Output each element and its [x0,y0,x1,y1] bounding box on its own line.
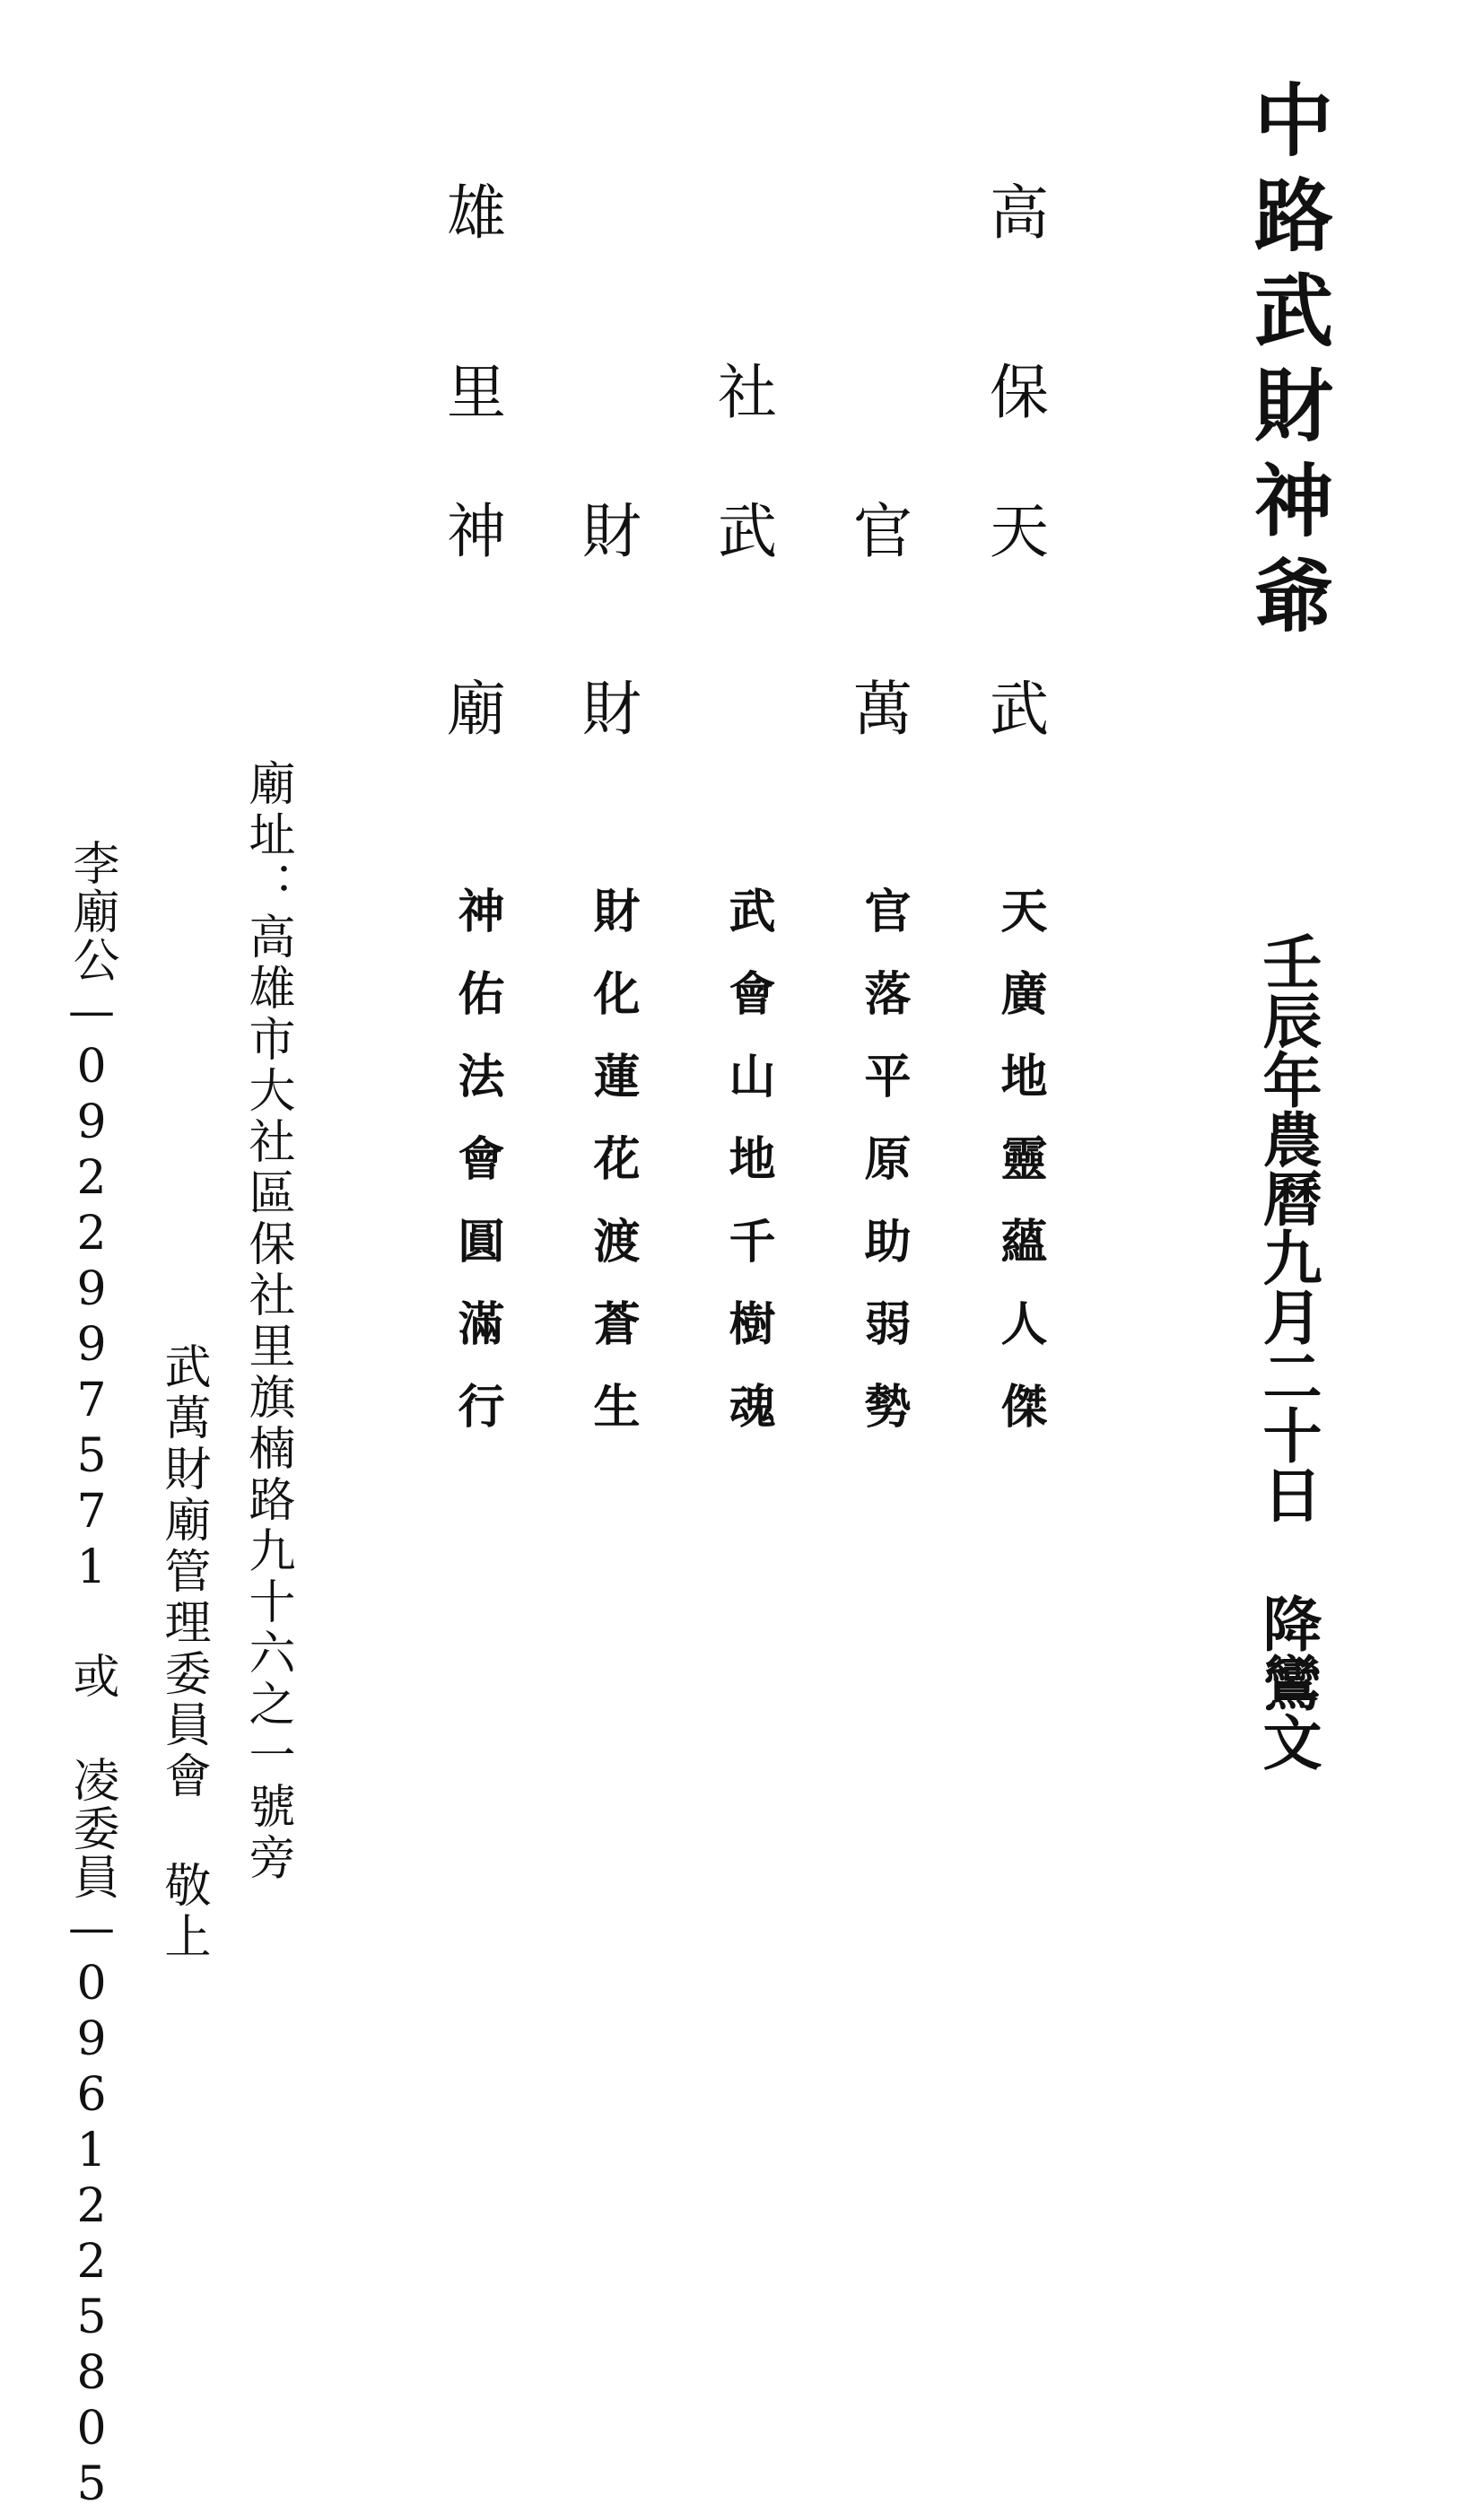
upper-char: 官 [853,497,912,566]
poem-line: 武會山地千樹魂 [720,886,775,1464]
poem-line: 神佑法會圓滿行 [450,886,504,1464]
upper-char: 神 [447,497,506,566]
upper-char: 天 [990,497,1049,566]
upper-char: 萬 [853,675,912,744]
date-line: 壬辰年農曆九月二十日 降鸞文 [1253,931,1323,1771]
upper-char: 社 [718,358,777,427]
upper-char: 高 [990,179,1049,248]
upper-char: 里 [447,358,506,427]
upper-char: 保 [990,358,1049,427]
upper-char: 雄 [447,179,506,248]
upper-char: 財 [582,675,642,744]
contact-info: 李廟公—0922997571 或 凌委員—0961225805 [65,839,118,2513]
page-title: 中路武財神爺 [1242,79,1335,650]
upper-char: 財 [582,497,642,566]
poem-line: 官落平原助弱勢 [856,886,911,1464]
upper-char: 武 [718,497,777,566]
upper-char: 廟 [447,675,506,744]
temple-address: 廟址：高雄市大社區保社里旗楠路九十六之一號旁 [240,759,294,1884]
poem-line: 天廣地靈蘊人傑 [992,886,1047,1464]
upper-char: 武 [990,675,1049,744]
committee-signature: 武萬財廟管理委員會 敬上 [156,1342,210,1963]
poem-line: 財化蓮花渡蒼生 [585,886,640,1464]
